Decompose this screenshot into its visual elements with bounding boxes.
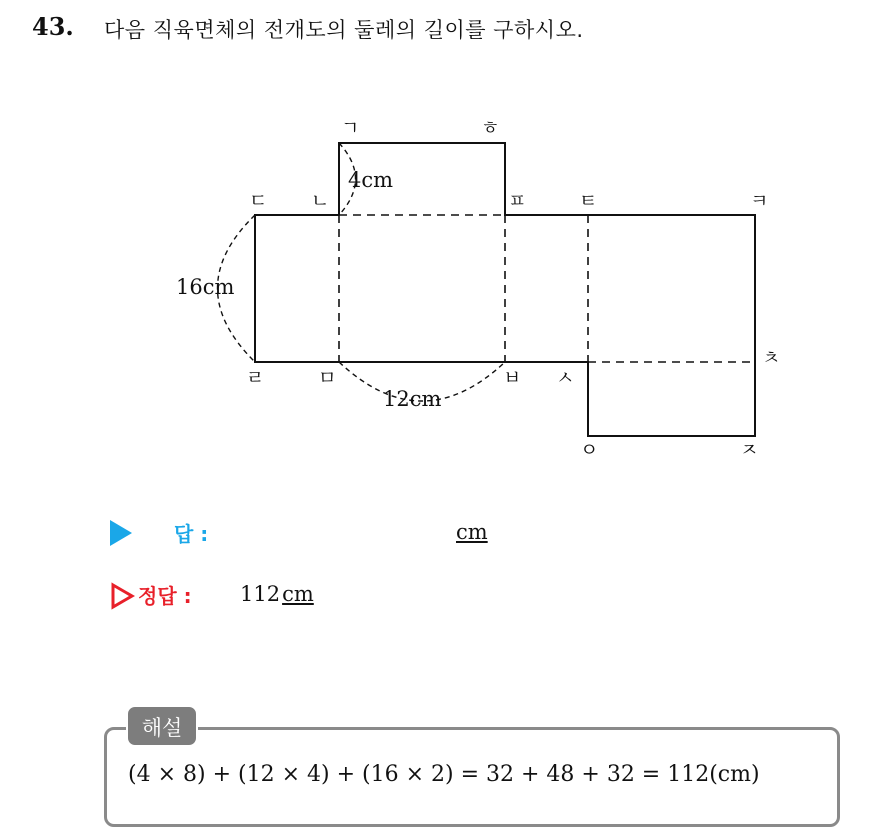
explanation-formula: (4 × 8) + (12 × 4) + (16 × 2) = 32 + 48 + 32 = 112(cm) bbox=[128, 762, 760, 787]
dimension-label-left: 16cm bbox=[176, 275, 235, 299]
explanation-tag: 해설 bbox=[126, 705, 198, 747]
vertex-label-d: ㄷ bbox=[249, 190, 268, 212]
correct-answer-row bbox=[110, 580, 610, 614]
correct-answer-number: 112 bbox=[240, 582, 281, 606]
question-text: 다음 직육면체의 전개도의 둘레의 길이를 구하시오. bbox=[104, 18, 584, 42]
vertex-label-j: ㅈ bbox=[740, 439, 759, 461]
vertex-label-t: ㅌ bbox=[579, 190, 598, 212]
vertex-label-k: ㅋ bbox=[750, 190, 769, 212]
play-triangle-icon bbox=[110, 520, 132, 546]
correct-answer-label: 정답 : bbox=[138, 584, 192, 608]
outline-triangle-icon bbox=[110, 582, 136, 610]
vertex-label-g: ㄱ bbox=[341, 117, 360, 139]
answer-unit[interactable]: cm bbox=[456, 520, 488, 544]
dimension-label-bottom: 12cm bbox=[383, 387, 442, 411]
vertex-label-n: ㄴ bbox=[311, 190, 330, 212]
vertex-label-o: ㅇ bbox=[580, 439, 599, 461]
correct-answer-unit: cm bbox=[282, 582, 314, 606]
vertex-label-h: ㅎ bbox=[481, 117, 500, 139]
dimension-label-top: 4cm bbox=[348, 168, 394, 192]
question-number: 43. bbox=[32, 12, 74, 41]
vertex-label-b: ㅂ bbox=[503, 367, 522, 389]
answer-label: 답 : bbox=[174, 522, 209, 546]
vertex-label-s: ㅅ bbox=[556, 367, 575, 389]
vertex-label-p: ㅍ bbox=[508, 190, 527, 212]
vertex-label-m: ㅁ bbox=[318, 367, 337, 389]
vertex-label-r: ㄹ bbox=[246, 367, 265, 389]
answer-row bbox=[110, 518, 610, 552]
correct-answer-value bbox=[240, 582, 314, 606]
net-fold-lines bbox=[339, 215, 755, 362]
vertex-label-ch: ㅊ bbox=[762, 347, 781, 369]
